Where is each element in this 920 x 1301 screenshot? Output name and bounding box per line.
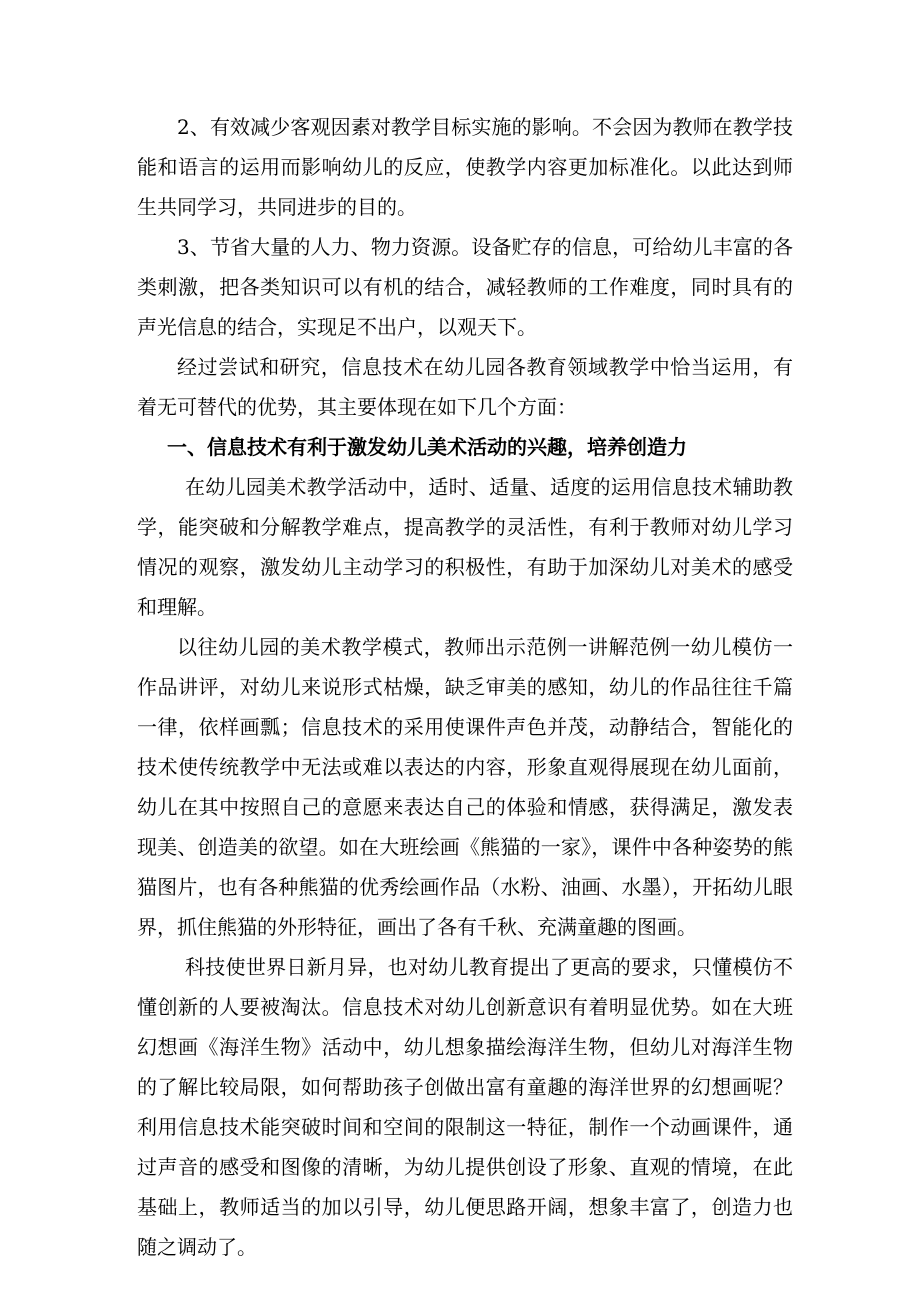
paragraph-point-3: 3、节省大量的人力、物力资源。设备贮存的信息，可给幼儿丰富的各类刺激，把各类知识可以有机的结合，减轻教师的工作难度，同时具有的声光信息的结合，实现足不出户，以观天下。	[137, 235, 793, 339]
paragraph-intro: 经过尝试和研究，信息技术在幼儿园各教育领域教学中恰当运用，有着无可替代的优势，其主要体现在如下几个方面：	[137, 355, 793, 419]
paragraph-innovation: 科技使世界日新月异，也对幼儿教育提出了更高的要求，只懂模仿不懂创新的人要被淘汰。信息技术对幼儿创新意识有着明显优势。如在大班幻想画《海洋生物》活动中，幼儿想象描绘海洋生物，但幼儿对海洋生物的了解比较局限，如何帮助孩子创做出富有童趣的海洋世界的幻想画呢？利用信息技术能突破时间和空间的限制这一特征，制作一个动画课件，通过声音的感受和图像的清晰，为幼儿提供创设了形象、直观的情境，在此基础上，教师适当的加以引导，幼儿便思路开阔，想象丰富了，创造力也随之调动了。	[137, 955, 793, 1259]
paragraph-traditional-model: 以往幼儿园的美术教学模式，教师出示范例一讲解范例一幼儿模仿一作品讲评，对幼儿来说形式枯燥，缺乏审美的感知，幼儿的作品往往千篇一律，依样画瓢；信息技术的采用使课件声色并茂，动静结合，智能化的技术使传统教学中无法或难以表达的内容，形象直观得展现在幼儿面前，幼儿在其中按照自己的意愿来表达自己的体验和情感，获得满足，激发表现美、创造美的欲望。如在大班绘画《熊猫的一家》，课件中各种姿势的熊猫图片，也有各种熊猫的优秀绘画作品（水粉、油画、水墨），开拓幼儿眼界，抓住熊猫的外形特征，画出了各有千秋、充满童趣的图画。	[137, 635, 793, 939]
document-body	[137, 107, 793, 1267]
paragraph-art-activities: 在幼儿园美术教学活动中，适时、适量、适度的运用信息技术辅助教学，能突破和分解教学难点，提高教学的灵活性，有利于教师对幼儿学习情况的观察，激发幼儿主动学习的积极性，有助于加深幼儿对美术的感受和理解。	[137, 475, 793, 619]
section-heading-1: 一、信息技术有利于激发幼儿美术活动的兴趣，培养创造力	[167, 435, 687, 459]
paragraph-point-2: 2、有效减少客观因素对教学目标实施的影响。不会因为教师在教学技能和语言的运用而影响幼儿的反应，使教学内容更加标准化。以此达到师生共同学习，共同进步的目的。	[137, 115, 793, 219]
